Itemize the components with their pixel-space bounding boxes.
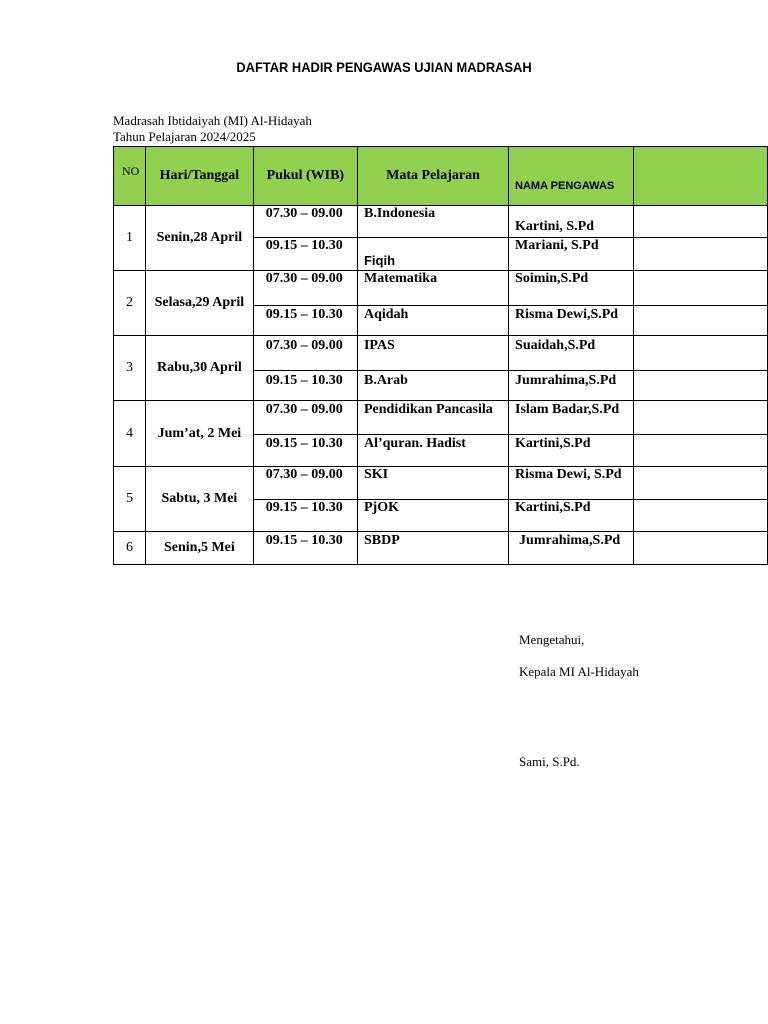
blank-cell [633,238,767,271]
time-text: 07.30 – 09.00 [265,338,343,353]
subject-text: B.Arab [363,373,408,388]
session-subject [357,238,508,271]
proctor-attendance-table [113,146,768,565]
time-text: 07.30 – 09.00 [265,467,343,482]
blank-cell [633,336,767,371]
session-subject [357,500,508,532]
row-number: 6 [114,532,146,565]
header-subject-label: Mata Pelajaran [386,168,480,183]
time-text: 09.15 – 10.30 [265,373,343,388]
session-time [253,435,357,467]
header-proctor-label: NAMA PENGAWAS [515,180,615,192]
session-subject [357,271,508,306]
table-row [114,206,768,238]
time-text: 09.15 – 10.30 [265,238,343,253]
session-time [253,271,357,306]
header-time [253,147,357,206]
proctor-text: Soimin,S.Pd [515,271,589,286]
principal-position: Kepala MI Al-Hidayah [519,664,639,679]
time-text: 09.15 – 10.30 [265,500,343,515]
row-number: 2 [114,271,146,336]
subject-text: Pendidikan Pancasila [363,402,493,417]
session-proctor [509,271,634,306]
subject-text: Matematika [363,271,438,286]
blank-cell [633,206,767,238]
session-proctor [509,238,634,271]
time-text: 09.15 – 10.30 [265,436,343,451]
table-row [114,336,768,371]
session-proctor [509,401,634,435]
session-subject [357,532,508,565]
row-day: Senin,5 Mei [145,532,253,565]
table-row [114,401,768,435]
header-day [145,147,253,206]
proctor-text: Kartini,S.Pd [515,500,591,515]
row-day: Sabtu, 3 Mei [145,467,253,532]
header-no-label: NO [122,164,140,178]
header-blank [633,147,767,206]
session-subject [357,435,508,467]
academic-year: Tahun Pelajaran 2024/2025 [113,129,256,144]
subject-text: SKI [363,467,389,482]
row-day: Senin,28 April [145,206,253,271]
table-row [114,271,768,306]
proctor-text: Suaidah,S.Pd [515,338,596,353]
subject-text: IPAS [363,338,395,353]
proctor-text: Kartini,S.Pd [515,436,591,451]
session-subject [357,467,508,500]
row-day: Rabu,30 April [145,336,253,401]
session-subject [357,371,508,401]
school-name: Madrasah Ibtidaiyah (MI) Al-Hidayah [113,113,312,128]
table-row [114,532,768,565]
header-time-label: Pukul (WIB) [266,168,345,183]
blank-cell [633,401,767,435]
row-number: 4 [114,401,146,467]
time-text: 09.15 – 10.30 [265,533,343,548]
session-subject [357,306,508,336]
session-subject [357,336,508,371]
time-text: 07.30 – 09.00 [265,206,343,221]
row-day: Selasa,29 April [145,271,253,336]
proctor-text: Islam Badar,S.Pd [515,402,620,417]
session-time [253,401,357,435]
blank-cell [633,271,767,306]
session-proctor [509,206,634,238]
session-proctor [509,371,634,401]
subject-text: PjOK [363,500,399,515]
session-subject [357,206,508,238]
subject-text: Aqidah [363,307,409,322]
session-proctor [509,306,634,336]
blank-cell [633,500,767,532]
session-time [253,306,357,336]
principal-name: Sami, S.Pd. [519,754,580,769]
row-number: 1 [114,206,146,271]
proctor-text: Kartini, S.Pd [515,219,594,234]
subject-text: SBDP [363,533,400,548]
row-day: Jum’at, 2 Mei [145,401,253,467]
subject-text: Fiqih [363,253,396,268]
time-text: 09.15 – 10.30 [265,307,343,322]
session-time [253,238,357,271]
blank-cell [633,371,767,401]
blank-cell [633,467,767,500]
proctor-text: Jumrahima,S.Pd [515,373,617,388]
session-time [253,206,357,238]
acknowledged-label: Mengetahui, [519,632,585,647]
session-proctor [509,532,634,565]
blank-cell [633,435,767,467]
session-subject [357,401,508,435]
blank-cell [633,306,767,336]
time-text: 07.30 – 09.00 [265,271,343,286]
subject-text: Al’quran. Hadist [363,436,466,451]
proctor-text: Mariani, S.Pd [515,238,599,253]
session-time [253,500,357,532]
header-no [114,147,146,206]
subject-text: B.Indonesia [363,206,436,221]
time-text: 07.30 – 09.00 [265,402,343,417]
session-time [253,336,357,371]
session-proctor [509,467,634,500]
header-day-label: Hari/Tanggal [159,168,240,183]
document-title: DAFTAR HADIR PENGAWAS UJIAN MADRASAH [236,59,532,75]
session-proctor [509,336,634,371]
header-proctor [509,147,634,206]
proctor-text: Jumrahima,S.Pd [519,533,621,548]
proctor-text: Risma Dewi, S.Pd [515,467,622,482]
session-proctor [509,435,634,467]
table-row [114,467,768,500]
session-time [253,467,357,500]
row-number: 5 [114,467,146,532]
row-number: 3 [114,336,146,401]
session-proctor [509,500,634,532]
header-subject [357,147,508,206]
session-time [253,532,357,565]
session-time [253,371,357,401]
blank-cell [633,532,767,565]
proctor-text: Risma Dewi,S.Pd [515,307,619,322]
table-header-row [114,147,768,206]
